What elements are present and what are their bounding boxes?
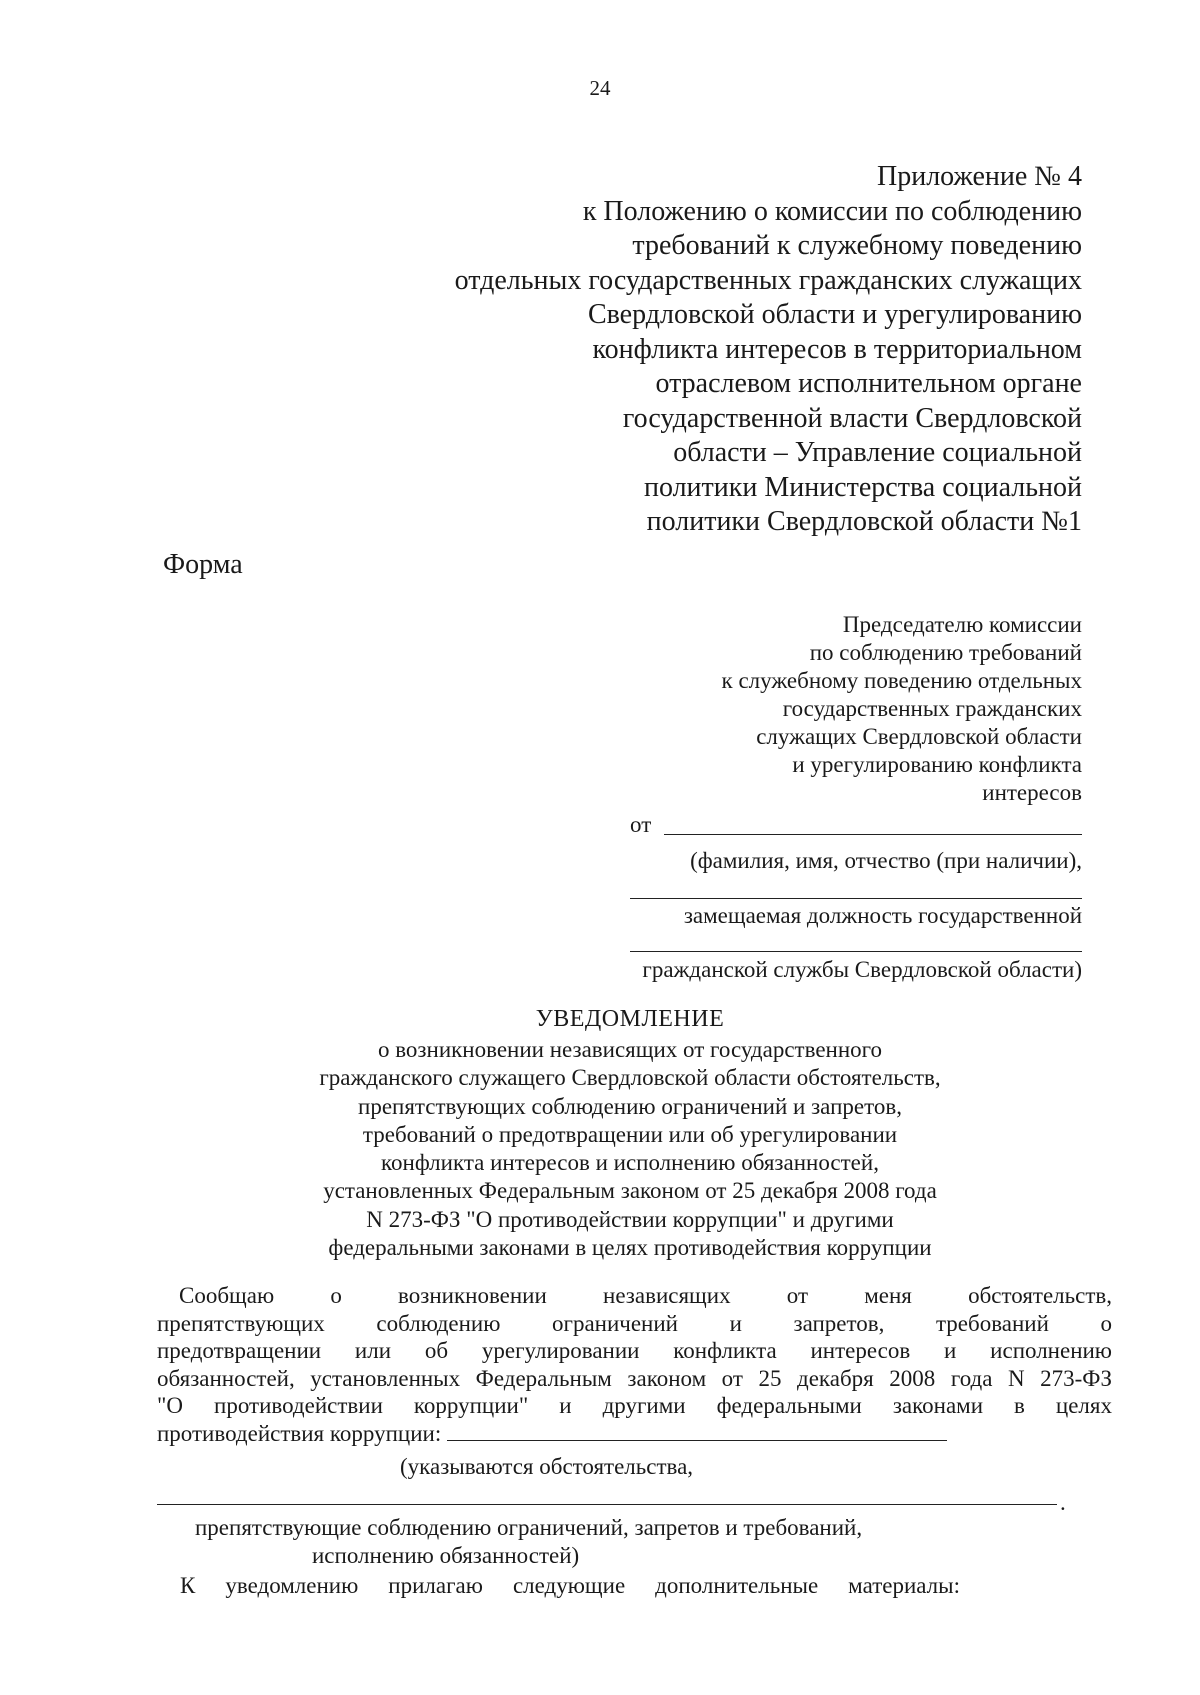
notice-subtitle-line: препятствующих соблюдению ограничений и запретов, [358,1093,902,1119]
caption-full-name: (фамилия, имя, отчество (при наличии), [690,848,1082,873]
notice-subtitle-line: установленных Федеральным законом от 25 декабря 2008 года [323,1178,937,1204]
addressee-line: к служебному поведению отдельных [721,668,1082,693]
service-fill-line[interactable] [630,951,1082,952]
appendix-line: отдельных государственных гражданских служащих [454,264,1082,296]
circumstances-fill-line[interactable] [447,1422,947,1441]
notice-subtitle-line: N 273-ФЗ "О противодействии коррупции" и другими [366,1206,894,1232]
from-label: от [630,812,652,837]
appendix-line: требований к служебному поведению [632,230,1082,261]
appendix-line: области – Управление социальной [673,437,1082,468]
addressee-line: по соблюдению требований [809,640,1082,665]
addressee-line: Председателю комиссии [842,612,1082,637]
circumstances-note [195,1514,862,1570]
form-label: Форма [163,549,243,580]
appendix-line: отраслевом исполнительном органе [655,368,1082,399]
body-line: препятствующих соблюдению ограничений и запретов, требований о [157,1310,1112,1336]
body-line: "О противодействии коррупции" и другими федеральными законами в целях [157,1393,1112,1418]
circumstances-note-line: исполнению обязанностей) [312,1543,580,1568]
circumstances-fill-line-2[interactable] [157,1504,1057,1505]
appendix-line: политики Министерства социальной [643,471,1082,503]
body-line: обязанностей, установленных Федеральным законом от 25 декабря 2008 года N 273-ФЗ [157,1365,1112,1391]
appendix-line: Свердловской области и урегулированию [587,299,1082,330]
body-line: Сообщаю о возникновении независящих от меня обстоятельств, [179,1283,1112,1308]
appendix-line: к Положению о комиссии по соблюдению [582,195,1082,227]
appendix-line: конфликта интересов в территориальном [592,333,1082,365]
from-fill-line[interactable] [664,834,1082,835]
notice-subtitle-line: гражданского служащего Свердловской области обстоятельств, [319,1065,941,1091]
notice-subtitle-line: о возникновении независящих от государственного [377,1037,883,1062]
appendix-line: государственной власти Свердловской [622,402,1082,434]
body-line-last [157,1420,1112,1448]
body-paragraph [157,1282,1112,1447]
circumstances-end-dot: . [1060,1490,1066,1515]
addressee-block [562,611,1082,807]
circumstances-caption: (указываются обстоятельства, [400,1454,694,1479]
circumstances-note-line: препятствующие соблюдению ограничений, запретов и требований, [195,1515,863,1540]
notice-subtitle [0,1036,1200,1262]
notice-title: УВЕДОМЛЕНИЕ [535,1006,725,1032]
appendix-line: Приложение № 4 [877,161,1082,192]
notice-subtitle-line: федеральными законами в целях противодействия коррупции [328,1235,932,1261]
body-line: предотвращении или об урегулировании конфликта интересов и исполнению [157,1338,1112,1363]
caption-service: гражданской службы Свердловской области) [642,957,1082,982]
body-line-text: противодействия коррупции: [157,1420,442,1446]
addressee-line: государственных гражданских [782,696,1082,721]
addressee-line: служащих Свердловской области [756,724,1082,749]
caption-position: замещаемая должность государственной [683,903,1082,928]
page-number: 24 [589,76,611,100]
attachments-line: К уведомлению прилагаю следующие дополнительные материалы: [180,1573,960,1598]
appendix-line: политики Свердловской области №1 [646,506,1082,537]
appendix-header [322,160,1082,540]
position-fill-line[interactable] [630,898,1082,899]
addressee-line: интересов [982,780,1082,805]
notice-subtitle-line: конфликта интересов и исполнению обязанностей, [381,1150,879,1176]
addressee-line: и урегулированию конфликта [792,752,1082,777]
notice-subtitle-line: требований о предотвращении или об урегулировании [362,1121,898,1147]
from-field[interactable] [630,812,1082,840]
